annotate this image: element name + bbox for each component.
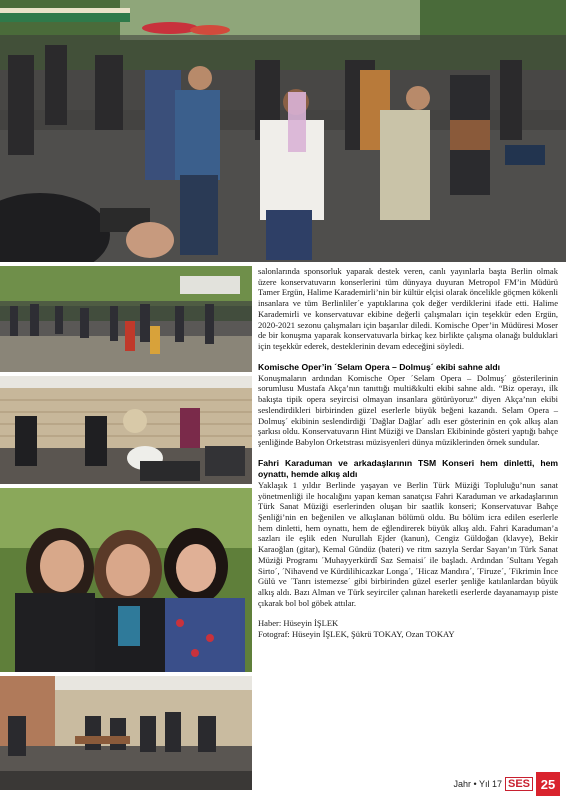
article-text-column bbox=[258, 266, 558, 640]
article-paragraph: salonlarında sponsorluk yaparak destek veren, canlı yayınlarla başta Berlin olmak üzere konservatuvarın konserlerini tüm dünyaya duyuran Metropol FM’in Müdürü Tamer Ergün, Halime Karademirli’nin bir kültür elçisi olarak öncelikle göçmen kökenli insanlara ve tüm Berlinliler´e yaptıklarına çok değer verdiklerini ifade etti. Halime Karademirli ve konservatuvar ekibine değerli çalışmaları için teşekkür eden Ergün, 2020-2021 sezonu çalışmaları için başarılar diledi. Komische Oper’in Müdüresi Moser de bir konuşma yaparak konservatuvarla birkaç kez birlikte çalışma olanağı bulduklari için teşekkür ederek, desteklerinin devam edeceğini söyledi. bbox=[258, 266, 558, 352]
photo-band-tent bbox=[0, 376, 252, 484]
issue-label: Jahr • Yıl 17 bbox=[453, 779, 502, 789]
page-number: 25 bbox=[536, 772, 560, 796]
photo-garden-crowd bbox=[0, 266, 252, 372]
section-heading-selam-opera: Komische Oper’in ´Selam Opera – Dolmuş´ ekibi sahne aldı bbox=[258, 361, 500, 372]
magazine-logo: SES bbox=[505, 777, 533, 791]
page-footer bbox=[453, 772, 560, 796]
section-body-selam-opera: Konuşmaların ardından Komische Oper ´Selam Opera – Dolmuş´ gösterilerinin sorumlusu Mustafa Akça’nın tanıttığı multi&kulti ekibi sahne aldı. “Biz operayı, ilk bakışta tipik opera seyircisi olmayan insanlara götürüyoruz” diyen Akça’nın ekibi seslendirdikleri birbirinden güzel eserlerle büyük beğeni kazandı. Selam Opera – Dolmuş´ ekibinin seslendirdiği ´Dağlar Dağlar´ adlı eser gösterinin en çok alkış alan şarkısı oldu. Konservatuvarın Hint Müziği ve Dansları Ekibininde gösteri yaptığı bahçe şenliğinde Babylon Orketstrası müzisyenleri dünya müziklerinden örnek sundular. bbox=[258, 372, 558, 448]
photo-tsm-concert bbox=[0, 676, 252, 790]
photo-three-women bbox=[0, 488, 252, 672]
photo-street-dance bbox=[0, 0, 566, 262]
byline-photo: Fotograf: Hüseyin İŞLEK, Şükrü TOKAY, Ozan TOKAY bbox=[258, 629, 455, 640]
byline-news: Haber: Hüseyin İŞLEK bbox=[258, 618, 339, 629]
section-body-tsm-concert: Yaklaşık 1 yıldır Berlinde yaşayan ve Berlin Türk Müziği Topluluğu’nun sanat yönetmenliği ile hocalığını yapan keman sanatçısı Fahri Karaduman ve arkadaşlarının Türk Sanat Müziği eserlerinden oluşan bir saatlik konseri; Konservatuvar Bahçe Şenliği’nin en beğenilen ve alkışlanan bölümü oldu. Bu bölüm icra edilen eserlerle hem dinletti, hem oynattı, hem de eğlendirerek büyük alkış aldı. Fahri Karaduman’a sazları ile eşlik eden Nurullah Ejder (kanun), Cengiz Güldoğan (klavye), Bekir Karaoğlan (gitar), Kemal Gündüz (bateri) ve ritm sazıyla Serdar Sayan’ın Türk Sanat Müziği Programı ´Muhayyerkürdî Saz Semaisi´ ile başladı. Ardından ´Sultanı Yegah Sirto´, ´Nihavend ve Kürdilihicazkar Longa´, ´Hicaz Mandıra´, ´Firuze´, ´Fikrimin İnce Gülü ve ´Tanrı istemezse´ gibi birbirinden güzel eserler şenliğe katılanlardan büyük alkış aldı. Bazı Alman ve Türk seyirciler çalınan hareketli eserlerde dayanamayıp piste çıkarak bol bol göbek attılar. bbox=[258, 479, 558, 608]
section-heading-tsm-concert: Fahri Karaduman ve arkadaşlarının TSM Konseri hem dinletti, hem oynattı, hemde alkış aldı bbox=[258, 457, 558, 479]
